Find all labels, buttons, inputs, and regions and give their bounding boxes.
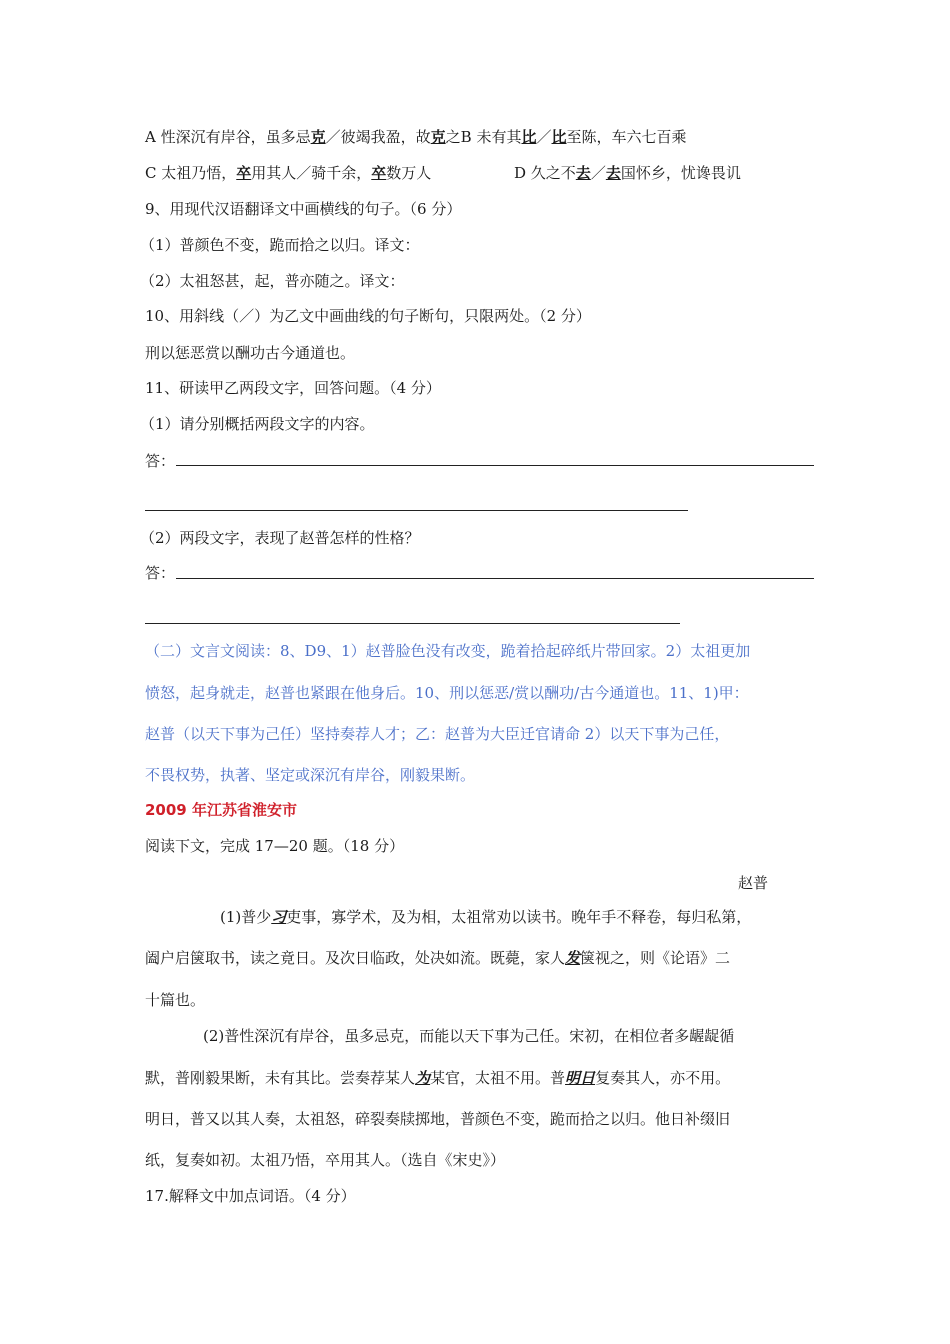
p1-l2-post: 箧视之，则《论语》二: [580, 949, 731, 967]
option-b-text: B 未有其: [460, 128, 522, 146]
answer-key-line-4: 不畏权势，执著、坚定或深沉有岸谷，刚毅果断。: [145, 766, 476, 784]
passage-p2-line-4: 纸，复奏如初。太祖乃悟，卒用其人。（选自《宋史》）: [145, 1151, 506, 1169]
answer-line-2b[interactable]: [145, 623, 680, 624]
passage-p1-line-3: 十篇也。: [145, 991, 206, 1009]
q8-option-d: [514, 163, 741, 183]
answer-label-2: 答：: [145, 564, 176, 582]
option-d-mark2: 去: [605, 164, 621, 182]
answer-line-1b[interactable]: [145, 510, 688, 511]
q11-title: 11、研读甲乙两段文字，回答问题。（4 分）: [145, 379, 441, 397]
option-d-post: 国怀乡，忧谗畏讥: [620, 164, 741, 182]
passage-p2-line-2: [145, 1068, 730, 1088]
p2-l2-post: 复奏其人，亦不用。: [595, 1069, 731, 1087]
answer-key-line-2: 愤怒，起身就走，赵普也紧跟在他身后。10、刑以惩恶/赏以酬功/古今通道也。11、1)甲：: [145, 684, 749, 702]
passage-p2-line-3: 明日，普又以其人奏，太祖怒，碎裂奏牍掷地，普颜色不变，跪而拾之以归。他日补缀旧: [145, 1110, 731, 1128]
p1-l1-pre: (1)普少: [220, 908, 272, 926]
answer-key-line-1: （二）文言文阅读：8、D9、1）赵普脸色没有改变，跪着拾起碎纸片带回家。2）太祖更加: [145, 642, 751, 660]
option-c-mid: 用其人／骑千余，: [251, 164, 372, 182]
option-c-post: 数万人: [386, 164, 432, 182]
q11-sub-2: （2）两段文字，表现了赵普怎样的性格？: [140, 529, 420, 547]
answer-line-2a[interactable]: [176, 578, 814, 579]
option-c-mark2: 卒: [371, 164, 387, 182]
passage-p1-line-2: [145, 948, 730, 968]
option-b-post: 至陈，车六七百乘: [566, 128, 687, 146]
q10-title: 10、用斜线（／）为乙文中画曲线的句子断句，只限两处。（2 分）: [145, 307, 591, 325]
q9-title: 9、用现代汉语翻译文中画横线的句子。（6 分）: [145, 200, 462, 218]
q9-sentence-1: （1）普颜色不变，跪而拾之以归。译文：: [140, 236, 420, 254]
q10-sentence: 刑以惩恶赏以酬功古今通道也。: [145, 344, 356, 362]
answer-key-line-3: 赵普（以天下事为己任）坚持奏荐人才；乙：赵普为大臣迁官请命 2）以天下事为己任，: [145, 725, 730, 743]
option-a-post: 之: [445, 128, 461, 146]
p1-l1-mark: 习: [271, 908, 287, 926]
option-d-mid: ／: [590, 164, 606, 182]
option-c-mark1: 卒: [236, 164, 252, 182]
option-d-mark1: 去: [575, 164, 591, 182]
q11-sub-1: （1）请分别概括两段文字的内容。: [140, 415, 375, 433]
q8-option-a-b: [145, 127, 687, 147]
option-a-mark2: 克: [430, 128, 446, 146]
option-d-text: D 久之不: [514, 164, 576, 182]
q8-option-c: [145, 163, 431, 183]
option-c-text: C 太祖乃悟，: [145, 164, 237, 182]
option-b-mark2: 比: [551, 128, 567, 146]
p2-l2-mid: 某官，太祖不用。普: [430, 1069, 566, 1087]
p2-l2-mark: 为: [415, 1069, 431, 1087]
p2-l2-mark2: 明日: [565, 1069, 596, 1087]
option-a-mid: ／彼竭我盈，故: [325, 128, 431, 146]
p1-l2-mark: 发: [565, 949, 581, 967]
q9-sentence-2: （2）太祖怒甚，起，普亦随之。译文：: [140, 272, 405, 290]
option-a-mark1: 克: [310, 128, 326, 146]
q17-title: 17.解释文中加点词语。（4 分）: [145, 1187, 356, 1205]
option-b-mid: ／: [536, 128, 552, 146]
p1-l2-pre: 阖户启箧取书，读之竟日。及次日临政，处决如流。既薨，家人: [145, 949, 566, 967]
p1-l1-post: 吏事，寡学术，及为相，太祖常劝以读书。晚年手不释卷，每归私第，: [286, 908, 752, 926]
p2-l2-pre: 默，普刚毅果断，未有其比。尝奏荐某人: [145, 1069, 416, 1087]
section-heading: 2009 年江苏省淮安市: [145, 801, 297, 819]
answer-line-1a[interactable]: [176, 465, 814, 466]
passage-title: 赵普: [738, 874, 769, 892]
passage-p1-line-1: [220, 907, 751, 927]
answer-label-1: 答：: [145, 452, 176, 470]
passage-p2-line-1: (2)普性深沉有岸谷，虽多忌克，而能以天下事为己任。宋初，在相位者多龌龊循: [203, 1027, 735, 1045]
option-a-text: A 性深沉有岸谷，虽多忌: [145, 128, 311, 146]
section-intro: 阅读下文，完成 17—20 题。（18 分）: [145, 837, 405, 855]
option-b-mark1: 比: [521, 128, 537, 146]
